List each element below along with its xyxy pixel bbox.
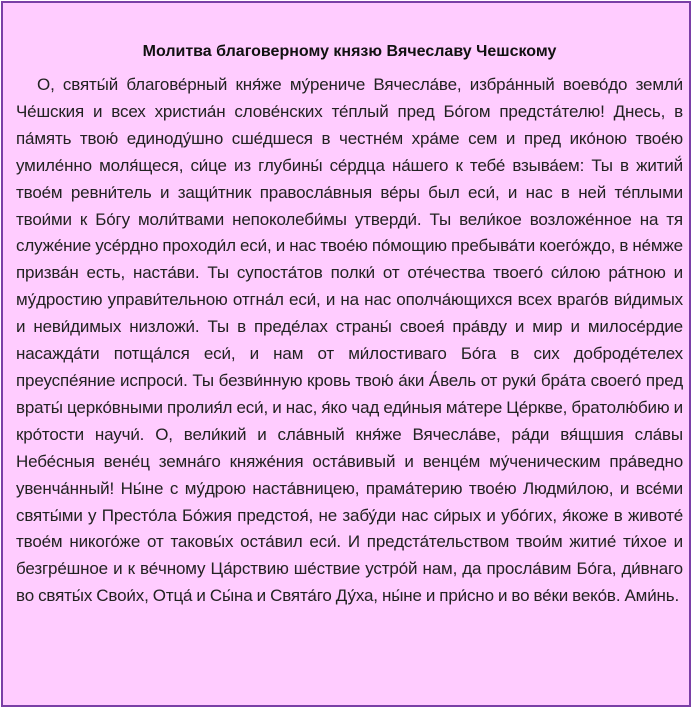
prayer-title: Молитва благоверному князю Вячеславу Чешскому [142, 43, 557, 60]
prayer-card [1, 1, 691, 707]
prayer-body: О, святы́й благове́рный кня́же му́рениче Вячесла́ве, избра́нный воево́до земли́ Че́шския и всех христиа́н слове́нских те́плый пред Бо́гом предста́телю! Днесь, в па́мять твою́ единоду́шно сше́дшеся в честне́м хра́ме сем и пред ико́ною твое́ю умиле́нно моля́щеся, си́це из глубины́ се́рдца на́шего к тебе́ взыва́ем: Ты в житий́ твое́м ревни́тель и защи́тник правосла́вныя ве́ры был еси́, и нас в ней те́плыми твои́ми к Бо́гу моли́твами непоколеби́мы утверди́. Ты вели́кое возложе́нное на тя служе́ние усе́рдно проходи́л еси́, и нас твое́ю по́мощию пребыва́ти коего́ждо, в не́мже призва́н есть, наста́ви. Ты супоста́тов полки́ от оте́чества твоего́ си́лою ра́тною и му́дростию управи́тельною отгна́л еси́, и на нас ополча́ющихся всех враго́в ви́димых и неви́димых низложи́. Ты в преде́лах страны́ своея́ пра́вду и мир и милосе́рдие насажда́ти потща́лся еси́, и нам от ми́лостиваго Бо́га в сих доброде́телех преуспе́яние испроси́. Ты безви́нную кровь твою́ а́ки А́вель от руки́ бра́та своего́ пред враты́ церко́вными пролия́л еси́, и нас, я́ко чад еди́ныя ма́тере Це́ркве, братолю́бию и кро́тости научи́. О, вели́кий и сла́вный кня́же Вячесла́ве, ра́ди вя́щшия сла́вы Небе́сныя вене́ц земна́го княже́ния оста́вивый и венце́м му́ченическим пра́ведно увенча́нный! Ны́не с му́дрою наста́вницею, прама́терию твое́ю Людми́лою, и все́ми святы́ми у Престо́ла Бо́жия предстоя́, не забу́ди нас си́рых и убо́гих, я́коже в животе́ твое́м никого́же от таковы́х оста́вил еси́. И предста́тельством твои́м житие́ ти́хое и безгре́шное и к ве́чному Ца́рствию ше́ствие устро́й нам, да просла́вим Бо́га, ди́внаго во святы́х Свои́х, Отца́ и Сы́на и Свята́го Ду́ха, ны́не и при́сно и во ве́ки веко́в. Ами́нь. [16, 75, 683, 606]
